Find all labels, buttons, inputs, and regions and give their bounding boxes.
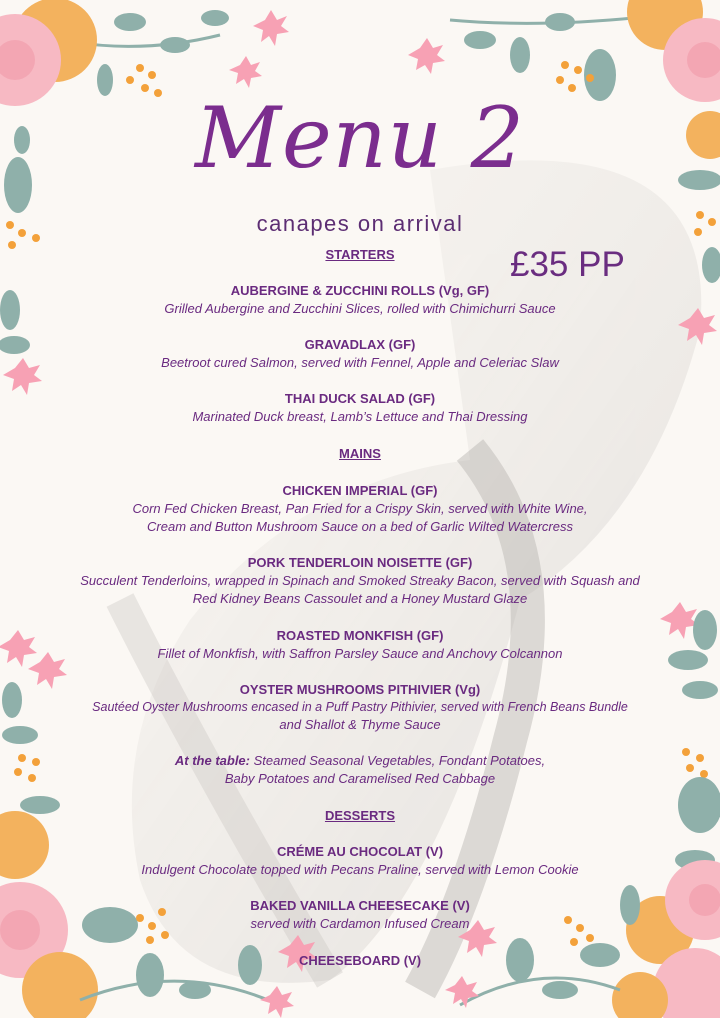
dish-name: THAI DUCK SALAD (GF) (284, 391, 436, 406)
dish-description: Fillet of Monkfish, with Saffron Parsley Sauce and Anchovy Colcannon (157, 646, 563, 661)
price-per-person: £35 PP (510, 245, 625, 284)
dish-name: BAKED VANILLA CHEESECAKE (V) (250, 898, 470, 913)
dish-description: served with Cardamon Infused Cream (250, 916, 470, 931)
at-the-table-note (40, 752, 680, 770)
dish-name: CRÉME AU CHOCOLAT (V) (276, 844, 444, 859)
dish-name: CHEESEBOARD (V) (298, 953, 422, 968)
dish-description: Grilled Aubergine and Zucchini Slices, rolled with Chimichurri Sauce (164, 301, 556, 316)
section-heading-starters: STARTERS (325, 247, 395, 262)
menu-title: Menu 2 (194, 89, 526, 187)
dish-description: Corn Fed Chicken Breast, Pan Fried for a Crispy Skin, served with White Wine, (132, 501, 588, 516)
dish-name: CHICKEN IMPERIAL (GF) (282, 483, 438, 498)
dish-description: Cream and Button Mushroom Sauce on a bed of Garlic Wilted Watercress (147, 519, 573, 534)
dish-description: Sautéed Oyster Mushrooms encased in a Puff Pastry Pithivier, served with French Beans Bundle (92, 700, 628, 714)
dish-name: OYSTER MUSHROOMS PITHIVIER (Vg) (239, 682, 481, 697)
dish-description: Red Kidney Beans Cassoulet and a Honey Mustard Glaze (192, 591, 528, 606)
section-heading-desserts: DESSERTS (324, 808, 396, 823)
dish-description: Marinated Duck breast, Lamb’s Lettuce and Thai Dressing (192, 409, 528, 424)
menu-subtitle: canapes on arrival (256, 211, 464, 236)
dish-description: Succulent Tenderloins, wrapped in Spinach and Smoked Streaky Bacon, served with Squash and (80, 573, 640, 588)
dish-description: Beetroot cured Salmon, served with Fennel, Apple and Celeriac Slaw (161, 355, 559, 370)
dish-name: GRAVADLAX (GF) (304, 337, 416, 352)
at-the-table-note-line2: Baby Potatoes and Caramelised Red Cabbage (224, 771, 496, 786)
at-the-table-text: Steamed Seasonal Vegetables, Fondant Potatoes, (250, 753, 546, 768)
dish-name: PORK TENDERLOIN NOISETTE (GF) (247, 555, 473, 570)
at-the-table-label: At the table: (174, 753, 250, 768)
section-heading-mains: MAINS (339, 446, 381, 461)
dish-name: ROASTED MONKFISH (GF) (276, 628, 444, 643)
dish-description: and Shallot & Thyme Sauce (279, 717, 441, 732)
dish-name: AUBERGINE & ZUCCHINI ROLLS (Vg, GF) (230, 283, 490, 298)
dish-description: Indulgent Chocolate topped with Pecans Praline, served with Lemon Cookie (141, 862, 579, 877)
